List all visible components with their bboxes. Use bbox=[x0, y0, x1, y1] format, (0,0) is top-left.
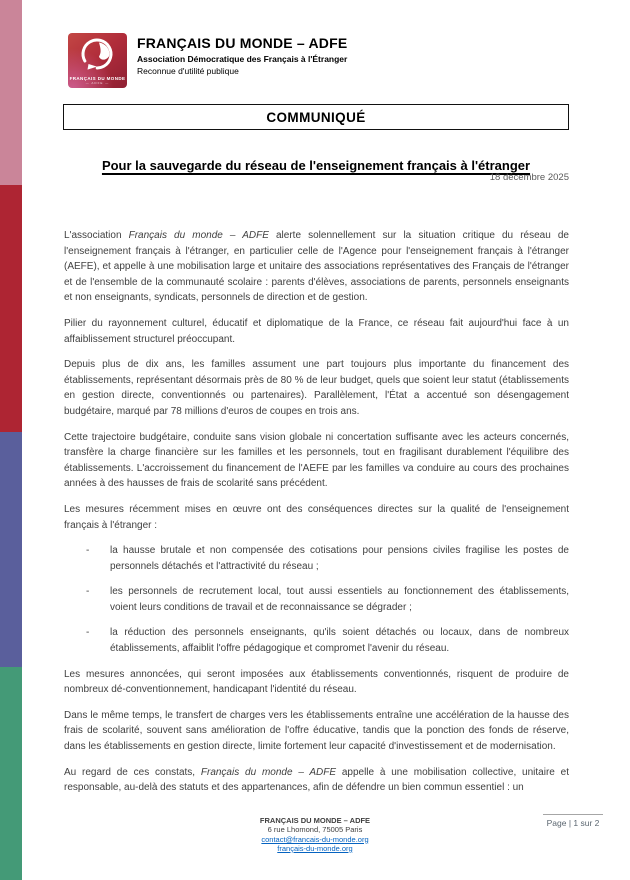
paragraph-1: L'association Français du monde – ADFE alerte solennellement sur la situation critique du réseau de l'enseignement français à l'étranger, en particulier celle de l'Agence pour l'enseignement français à l'étranger (AEFE), et appelle à une mobilisation large et unitaire des associations représentatives des Français de l'étranger et de l'ensemble de la communauté scolaire : parents d'élèves, associations de parents, personnels enseignants et non enseignants, syndicats, personnels de direction et de gestion. bbox=[64, 230, 569, 304]
dash-marker: - bbox=[86, 586, 90, 598]
footer-contact-block bbox=[0, 816, 630, 853]
list-item: - la réduction des personnels enseignants, qu'ils soient détachés ou locaux, dans de nombreux établissements, affaiblit l'offre pédagogique et compromet l'avenir du réseau. bbox=[86, 627, 569, 655]
paragraph-8: Au regard de ces constats, Français du monde – ADFE appelle à une mobilisation collective, unitaire et responsable, au-delà des statuts et des appartenances, afin de défendre un bien commun essentiel : un bbox=[64, 766, 569, 794]
footer-email-link[interactable]: contact@francais-du-monde.org bbox=[261, 834, 369, 844]
page-number: Page | 1 sur 2 bbox=[543, 814, 603, 828]
communique-label: COMMUNIQUÉ bbox=[266, 109, 366, 125]
document-body bbox=[64, 228, 569, 806]
brand-name: FRANÇAIS DU MONDE – ADFE bbox=[137, 35, 348, 51]
bar-segment-pink bbox=[0, 0, 22, 185]
list-item: - les personnels de recrutement local, tout aussi essentiels au fonctionnement des établissements, voient leurs conditions de travail et de reconnaissance se dégrader ; bbox=[86, 586, 569, 613]
left-color-bar bbox=[0, 0, 22, 880]
document-title: Pour la sauvegarde du réseau de l'enseignement français à l'étranger bbox=[101, 158, 531, 173]
consequences-list bbox=[64, 543, 569, 657]
footer-website-link[interactable]: français-du-monde.org bbox=[277, 843, 353, 853]
org-name-italic: Français du monde – ADFE bbox=[200, 766, 337, 778]
list-item: - la hausse brutale et non compensée des cotisations pour pensions civiles fragilise les postes de personnels détachés et l'attractivité du réseau ; bbox=[86, 545, 569, 572]
paragraph-5: Les mesures récemment mises en œuvre ont des conséquences directes sur la qualité de l'enseignement français à l'étranger : bbox=[64, 503, 569, 531]
org-name-italic: Français du monde – ADFE bbox=[128, 230, 269, 241]
dash-marker: - bbox=[86, 545, 90, 557]
document-date: 18 décembre 2025 bbox=[489, 172, 569, 183]
paragraph-2: Pilier du rayonnement culturel, éducatif et diplomatique de la France, ce réseau fait aujourd'hui face à un affaiblissement structurel préoccupant. bbox=[64, 317, 569, 345]
masthead bbox=[68, 33, 347, 88]
logo-caption: FRANÇAIS DU MONDE bbox=[69, 76, 126, 81]
masthead-text bbox=[137, 33, 347, 88]
paragraph-6: Les mesures annoncées, qui seront imposées aux établissements conventionnés, risquent de produire de nombreux dé-conventionnement, handicapant l'identité du réseau. bbox=[64, 668, 569, 696]
brand-logo bbox=[68, 33, 127, 88]
bar-segment-blue bbox=[0, 432, 22, 667]
paragraph-4: Cette trajectoire budgétaire, conduite sans vision globale ni concertation suffisante avec les acteurs concernés, transfère la charge financière sur les familles et les personnels, tout en fragilisant durablement l'équilibre des établissements. L'accroissement du financement de l'AEFE par les familles va conduire au cours des prochaines années à des hausses de frais de scolarité sans précédent. bbox=[64, 431, 569, 490]
communique-banner bbox=[63, 104, 569, 130]
footer-org-name: FRANÇAIS DU MONDE – ADFE bbox=[259, 816, 371, 825]
paragraph-7: Dans le même temps, le transfert de charges vers les établissements entraîne une accélération de la hausse des frais de scolarité, souvent sans amélioration de l'offre éducative, tandis que la ponction des fonds de réserve, dans les établissements en gestion directe, limite fortement leur capacité d'investissement et de modernisation. bbox=[64, 709, 569, 753]
brand-logo-mark bbox=[75, 35, 119, 75]
logo-subcaption: — ADFE — bbox=[85, 81, 110, 85]
paragraph-3: Depuis plus de dix ans, les familles assument une part toujours plus importante du financement des établissements, représentant désormais près de 80 % de leur budget, quels que soient leur statut (établissements en gestion directe, conventionnés ou partenaires). Parallèlement, l'État a accentué son désengagement budgétaire, marqué par 78 millions d'euros de coupes en trois ans. bbox=[64, 359, 569, 417]
footer-address: 6 rue Lhomond, 75005 Paris bbox=[267, 825, 363, 835]
bar-segment-red bbox=[0, 185, 22, 432]
brand-subtitle: Association Démocratique des Français à l'Étranger bbox=[137, 54, 348, 64]
brand-tagline: Reconnue d'utilité publique bbox=[137, 66, 239, 76]
dash-marker: - bbox=[86, 627, 90, 639]
